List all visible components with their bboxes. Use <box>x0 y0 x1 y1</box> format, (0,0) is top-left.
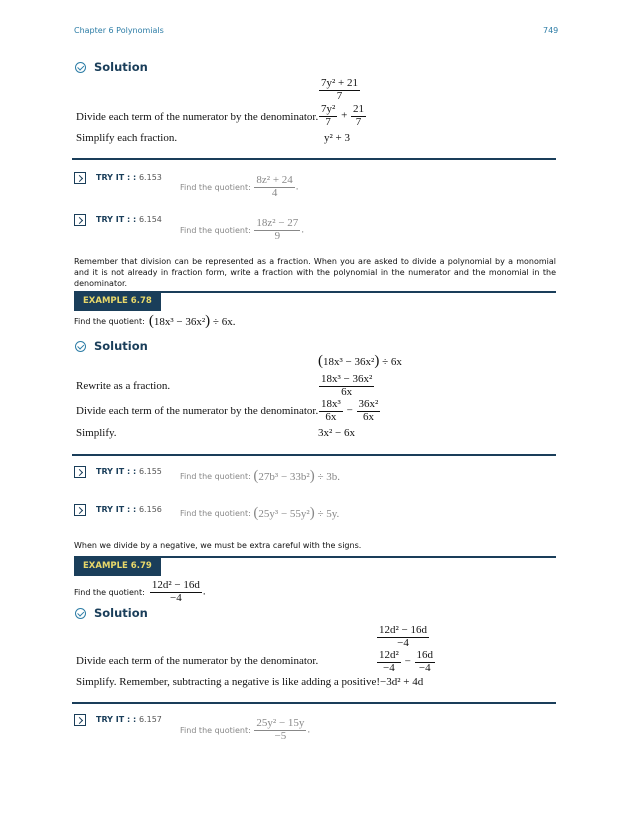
check-circle-icon <box>75 608 86 619</box>
try-it-6-156 <box>74 504 162 516</box>
example78-step3-result: 3x² − 6x <box>318 427 356 439</box>
fraction-denominator: −5 <box>274 729 287 742</box>
try-it-number: 6.156 <box>138 505 162 514</box>
expand-button[interactable] <box>74 714 86 726</box>
chevron-right-icon <box>75 716 82 723</box>
try-it-6-155-question: Find the quotient: (27b³ − 33b²) ÷ 3b. <box>180 468 340 484</box>
section-divider <box>72 158 556 160</box>
solution1-step1-math: $\frac{\text{7y²}}{7}$ + $\frac{21}{7}$ <box>321 103 365 128</box>
try-it-6-155 <box>74 466 162 478</box>
fraction-denominator: 6x <box>362 410 374 423</box>
fraction-denominator: 9 <box>274 229 281 242</box>
example79-step2-text: Simplify. Remember, subtracting a negative is like adding a positive! <box>76 676 381 688</box>
try-it-6-153-question: Find the quotient: $\frac{\text{8z² + 24}}{4}$ . <box>180 174 299 199</box>
fraction-numerator: 18z² − 27 <box>256 217 299 229</box>
chevron-right-icon <box>75 468 82 475</box>
solution-label: Solution <box>94 60 148 74</box>
chevron-right-icon <box>75 174 82 181</box>
example78-step1-math <box>318 374 375 398</box>
try-it-number: 6.153 <box>138 173 162 182</box>
question-prompt: Find the quotient: <box>180 509 251 518</box>
chevron-right-icon <box>75 216 82 223</box>
chevron-right-icon <box>75 506 82 513</box>
example79-step1-math: $\frac{\text{12d²}}{-4}$ − $\frac{16d}{-4}$ <box>379 649 434 674</box>
example78-top-expression: (18x³ − 36x²) ÷ 6x <box>318 353 402 369</box>
example78-step2-text: Divide each term of the numerator by the denominator. <box>76 405 319 417</box>
solution-heading <box>75 60 148 74</box>
fraction-denominator: −4 <box>397 636 409 649</box>
expand-button[interactable] <box>74 214 86 226</box>
fraction-denominator: 6x <box>325 410 337 423</box>
question-expression: 18x³ − 36x² <box>153 316 206 328</box>
example78-step2-math: $\frac{\text{18x³}}{6x}$ − $\frac{\text{36x²}}{6x}$ <box>321 398 379 423</box>
fraction-numerator: 21 <box>353 103 365 115</box>
solution1-step1-text: Divide each term of the numerator by the denominator. <box>76 111 319 123</box>
try-it-label: TRY IT : : 6.153 <box>96 173 162 182</box>
fraction-denominator: −4 <box>418 661 431 674</box>
example-rule <box>148 291 556 293</box>
example79-question: Find the quotient: $\frac{\text{12d² − 16d}}{-4}$ . <box>74 579 206 604</box>
question-prompt: Find the quotient: <box>74 317 145 326</box>
question-prompt: Find the quotient: <box>180 225 251 235</box>
fraction-numerator: 7y² <box>321 103 336 115</box>
example79-top-fraction <box>376 625 430 649</box>
section-divider <box>72 702 556 704</box>
try-it-number: 6.154 <box>138 215 162 224</box>
question-prompt: Find the quotient: <box>180 472 251 481</box>
try-it-6-154-question: Find the quotient: $\frac{\text{18z² − 27}}{9}$ . <box>180 217 305 242</box>
fraction-numerator: 12d² − 16d <box>379 624 428 636</box>
fraction-denominator: −4 <box>383 661 395 674</box>
solution-label: Solution <box>94 606 148 620</box>
fraction-numerator: 7y² + 21 <box>321 77 359 89</box>
fraction-numerator: 18x³ <box>321 398 341 410</box>
try-it-6-153 <box>74 172 162 184</box>
try-it-label: TRY IT : : 6.155 <box>96 467 162 476</box>
page-number: 749 <box>543 26 559 35</box>
example79-step2-result: −3d² + 4d <box>380 676 424 688</box>
fraction-numerator: 36x² <box>358 398 379 410</box>
question-prompt: Find the quotient: <box>180 182 251 192</box>
example78-question: Find the quotient: (18x³ − 36x²) ÷ 6x. <box>74 313 236 329</box>
question-prompt: Find the quotient: <box>74 587 145 597</box>
solution-label: Solution <box>94 339 148 353</box>
try-it-6-156-question: Find the quotient: (25y³ − 55y²) ÷ 5y. <box>180 505 340 521</box>
example-badge: EXAMPLE 6.79 <box>74 556 161 576</box>
fraction-denominator: 7 <box>355 115 362 128</box>
chapter-title: Chapter 6 Polynomials <box>74 26 164 35</box>
fraction-denominator: 7 <box>325 115 331 128</box>
fraction-numerator: 8z² + 24 <box>256 174 293 186</box>
example78-step3-text: Simplify. <box>76 427 117 439</box>
solution1-step2-result: y² + 3 <box>324 132 351 144</box>
check-circle-icon <box>75 62 86 73</box>
paragraph-division-as-fraction: Remember that division can be represented as a fraction. When you are asked to divide a polynomial by a monomial and it is not already in fraction form, write a fraction with the polynomial in the numerator and the monomial in the denominator. <box>74 257 556 288</box>
try-it-label: TRY IT : : 6.156 <box>96 505 162 514</box>
check-circle-icon <box>75 341 86 352</box>
solution-heading <box>75 606 148 620</box>
try-it-6-157 <box>74 714 162 726</box>
example79-step1-text: Divide each term of the numerator by the denominator. <box>76 655 319 667</box>
question-prompt: Find the quotient: <box>180 725 251 735</box>
fraction-denominator: 7 <box>336 89 343 102</box>
paragraph-negative-division: When we divide by a negative, we must be extra careful with the signs. <box>74 541 362 550</box>
try-it-label: TRY IT : : 6.154 <box>96 215 162 224</box>
example78-step1-text: Rewrite as a fraction. <box>76 380 171 392</box>
solution-heading <box>75 339 148 353</box>
try-it-number: 6.155 <box>138 467 162 476</box>
expand-button[interactable] <box>74 466 86 478</box>
solution1-step2-text: Simplify each fraction. <box>76 132 178 144</box>
example-rule <box>148 556 556 558</box>
expand-button[interactable] <box>74 504 86 516</box>
fraction-denominator: 6x <box>341 385 353 398</box>
solution1-top-fraction <box>318 78 361 102</box>
fraction-numerator: 12d² <box>379 649 399 661</box>
section-divider <box>72 454 556 456</box>
fraction-numerator: 16d <box>416 649 434 661</box>
try-it-6-154 <box>74 214 162 226</box>
expand-button[interactable] <box>74 172 86 184</box>
fraction-numerator: 12d² − 16d <box>151 579 200 591</box>
try-it-6-157-question: Find the quotient: $\frac{\text{25y² − 15y}}{-5}$ . <box>180 717 311 742</box>
fraction-denominator: −4 <box>169 591 182 604</box>
fraction-numerator: 25y² − 15y <box>256 717 305 729</box>
try-it-number: 6.157 <box>138 715 162 724</box>
fraction-numerator: 18x³ − 36x² <box>321 373 373 385</box>
try-it-label: TRY IT : : 6.157 <box>96 715 162 724</box>
fraction-denominator: 4 <box>271 186 278 199</box>
question-divisor: ÷ 6x. <box>212 316 236 328</box>
example-badge: EXAMPLE 6.78 <box>74 291 161 311</box>
